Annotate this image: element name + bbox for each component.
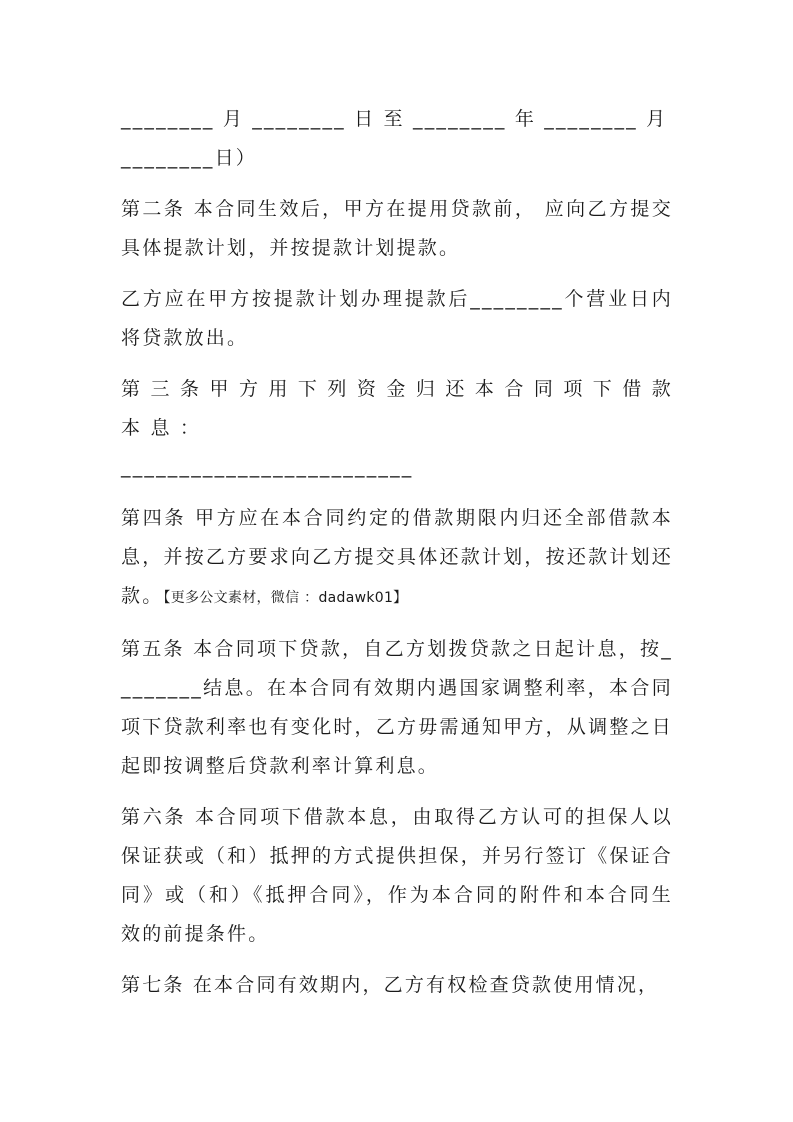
promo-note: 【更多公文素材，微信 ：dadawk01】 [163, 590, 408, 606]
article-3-blank-line: _________________________ [121, 456, 414, 478]
article-5-paragraph: 第五条 本合同项下贷款，自乙方划拨贷款之日起计息，按________结息。在本合同有效期内遇国家调整利率，本合同项下贷款利率也有变化时，乙方毋需通知甲方，从调整之日起即按调整后贷款利率计算利息。 [121, 638, 673, 777]
article-4-text: 第四条 甲方应在本合同约定的借款期限内归还全部借款本息，并按乙方要求向乙方提交具体还款计划，按还款计划还款。 [121, 507, 673, 607]
article-6-paragraph: 第六条 本合同项下借款本息，由取得乙方认可的担保人以保证获或（和）抵押的方式提供担保，并另行签订《保证合同》或（和）《抵押合同》，作为本合同的附件和本合同生效的前提条件。 [121, 806, 673, 945]
document-page [121, 100, 673, 1017]
term-period-line-2: ________日） [121, 147, 258, 169]
article-3-paragraph [121, 370, 673, 487]
article-7-paragraph: 第七条 在本合同有效期内，乙方有权检查贷款使用情况， [121, 974, 660, 996]
term-period-line-1: ________ 月 ________ 日 至 ________ 年 ________ 月 [121, 108, 668, 130]
article-2-paragraph: 第二条 本合同生效后，甲方在提用贷款前， 应向乙方提交具体提款计划，并按提款计划提款。 [121, 198, 673, 259]
term-period-paragraph [121, 100, 673, 178]
article-3-line-1: 第 三 条 甲 方 用 下 列 资 金 归 还 本 合 同 项 下 借 款 本 息 ： [121, 378, 673, 439]
article-2-disbursement-paragraph: 乙方应在甲方按提款计划办理提款后________个营业日内将贷款放出。 [121, 288, 673, 349]
article-4-paragraph [121, 499, 673, 618]
